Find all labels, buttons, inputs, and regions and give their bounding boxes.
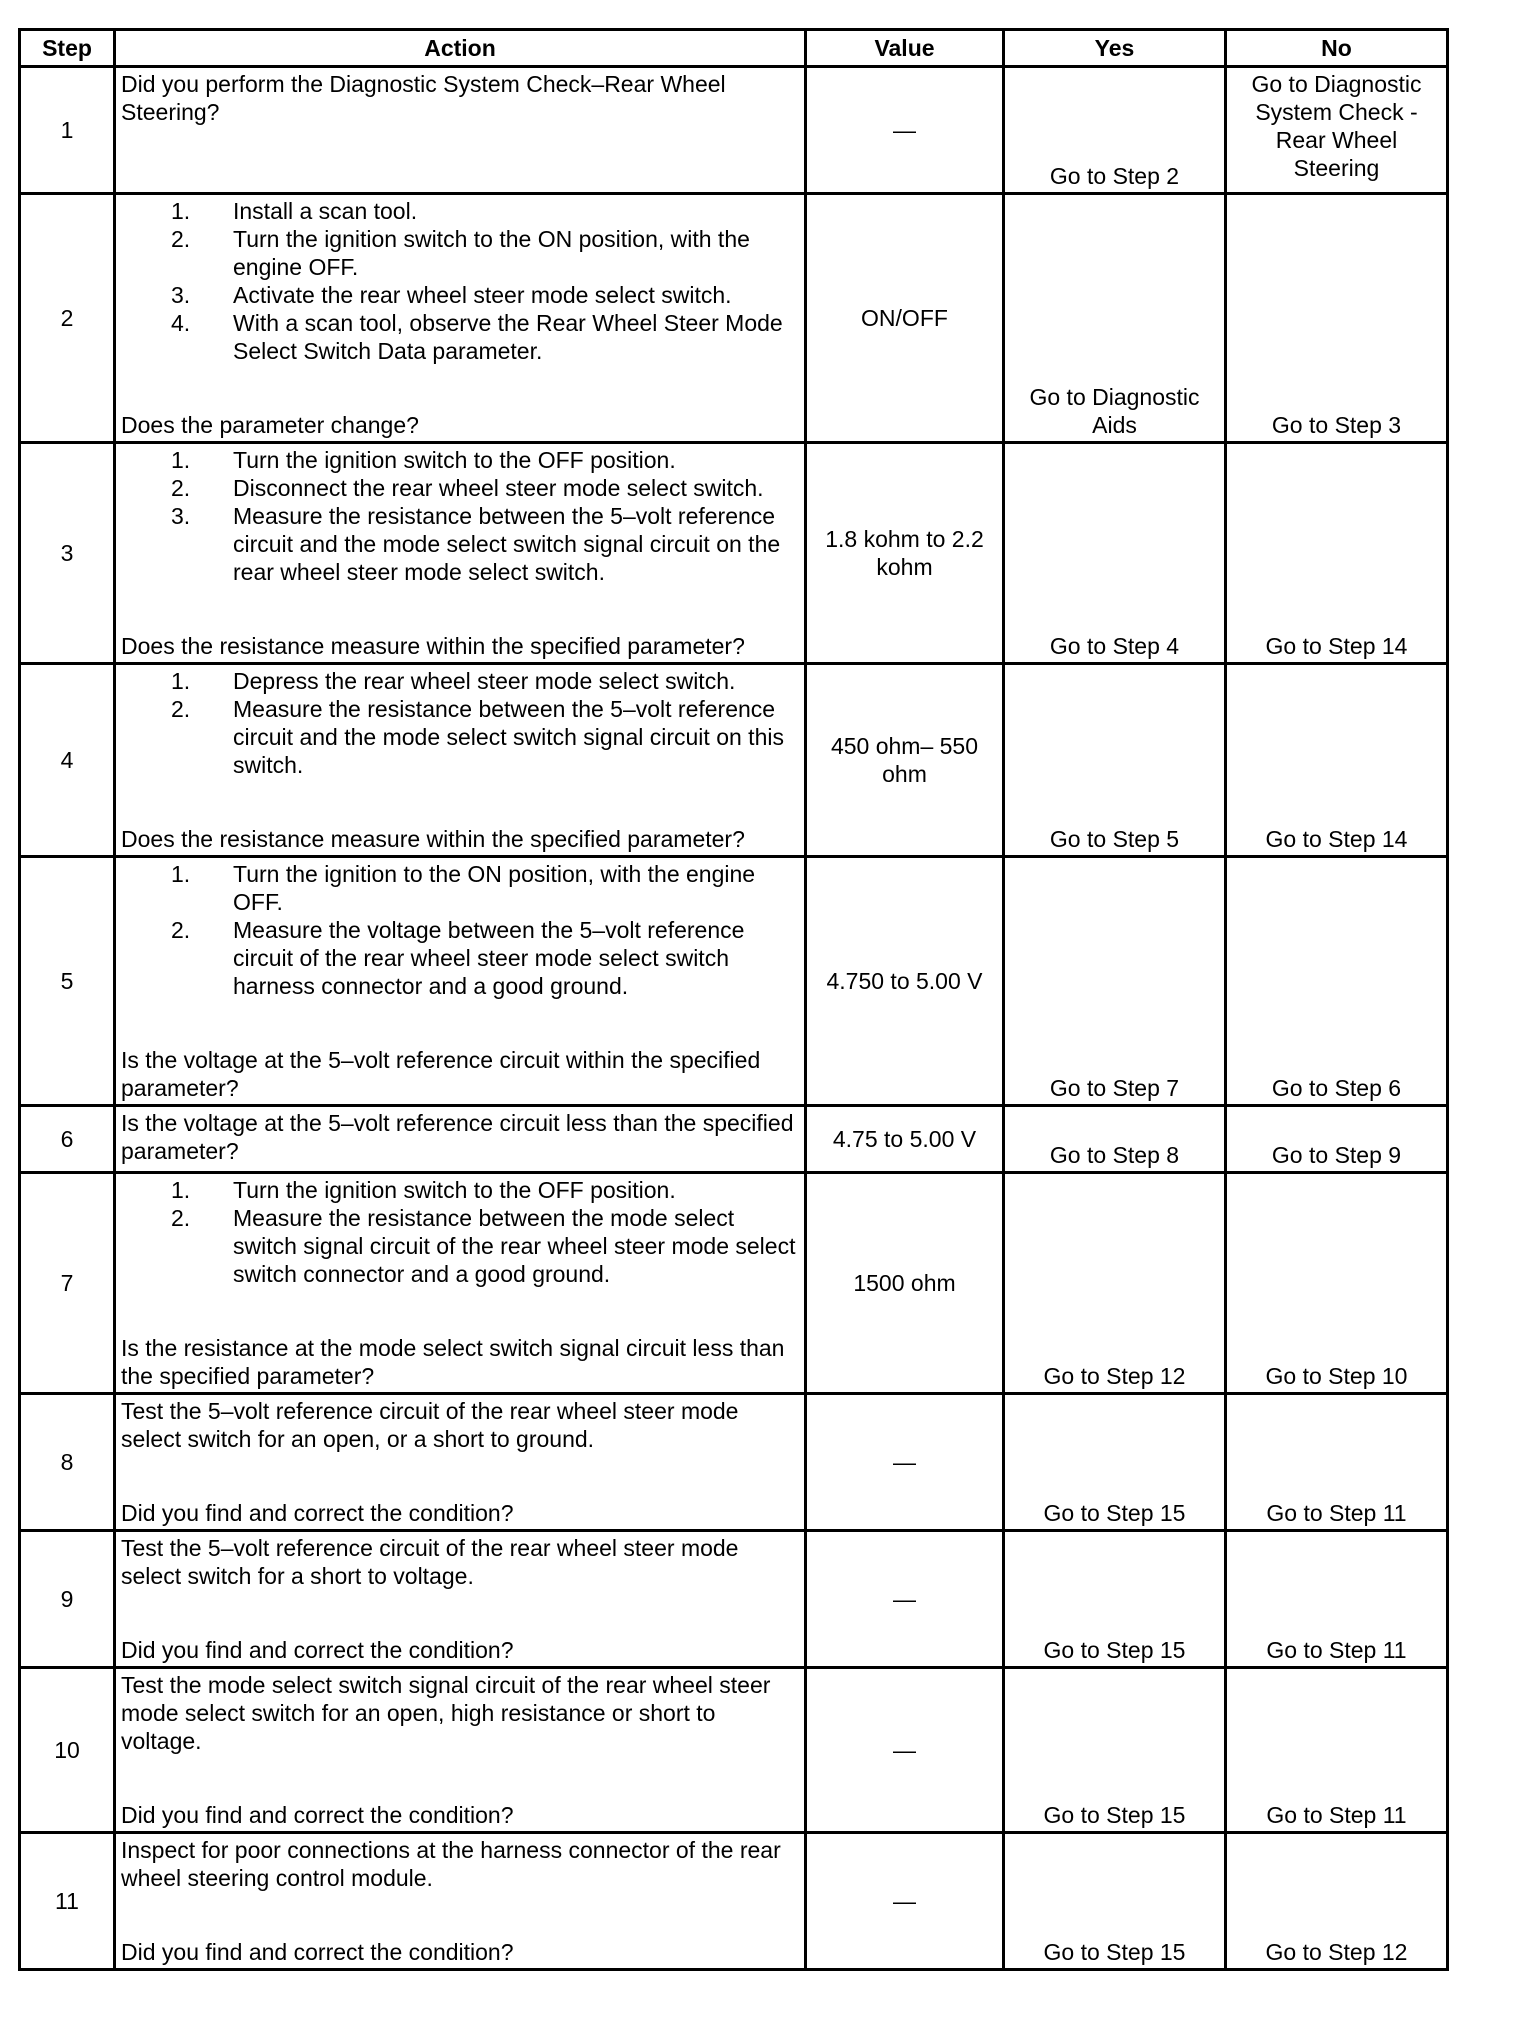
yes-cell: Go to Step 12 (1004, 1173, 1226, 1394)
action-intro: Test the 5–volt reference circuit of the rear wheel steer mode select switch for an open, or a short to ground. (121, 1398, 739, 1452)
substep-list (121, 1176, 800, 1288)
action-cell (115, 1106, 806, 1173)
action-content (121, 446, 800, 660)
table-row (20, 1173, 1448, 1394)
table-row (20, 194, 1448, 443)
action-content (121, 667, 800, 853)
header-value: Value (806, 30, 1004, 67)
table-row (20, 1531, 1448, 1668)
no-cell: Go to Step 6 (1226, 857, 1448, 1106)
table-row (20, 1668, 1448, 1833)
step-number: 7 (20, 1173, 115, 1394)
substep-item (121, 667, 800, 695)
substep-number: 1. (171, 447, 191, 473)
action-question: Does the parameter change? (121, 412, 419, 438)
table-row (20, 1833, 1448, 1970)
yes-cell: Go to Step 7 (1004, 857, 1226, 1106)
value-cell: — (806, 67, 1004, 194)
action-question: Did you find and correct the condition? (121, 1500, 514, 1526)
action-content (121, 1176, 800, 1390)
action-question: Does the resistance measure within the specified parameter? (121, 633, 745, 659)
action-cell (115, 1394, 806, 1531)
table-row (20, 1394, 1448, 1531)
action-top (121, 1534, 800, 1590)
header-action: Action (115, 30, 806, 67)
action-question: Did you perform the Diagnostic System Check–Rear Wheel Steering? (121, 71, 726, 125)
substep-number: 2. (171, 696, 191, 722)
action-cell (115, 67, 806, 194)
step-number: 1 (20, 67, 115, 194)
substep-item (121, 309, 800, 365)
substep-item (121, 225, 800, 281)
table-row (20, 857, 1448, 1106)
step-number: 4 (20, 664, 115, 857)
substep-text: Turn the ignition switch to the ON position, with the engine OFF. (233, 226, 750, 280)
substep-list (121, 667, 800, 779)
action-content (121, 70, 800, 190)
action-content (121, 1836, 800, 1966)
substep-text: Depress the rear wheel steer mode select switch. (233, 668, 736, 694)
substep-text: Measure the resistance between the mode select switch signal circuit of the rear wheel steer mode select switch connector and a good ground. (233, 1205, 796, 1287)
action-top (121, 1671, 800, 1755)
action-intro: Test the mode select switch signal circuit of the rear wheel steer mode select switch for an open, high resistance or short to voltage. (121, 1672, 771, 1754)
action-top (121, 860, 800, 1000)
value-cell: 4.750 to 5.00 V (806, 857, 1004, 1106)
substep-number: 1. (171, 1177, 191, 1203)
substep-item (121, 695, 800, 779)
value-cell: 1500 ohm (806, 1173, 1004, 1394)
yes-cell: Go to Step 5 (1004, 664, 1226, 857)
substep-text: Turn the ignition switch to the OFF position. (233, 447, 676, 473)
substep-item (121, 1176, 800, 1204)
action-content (121, 1397, 800, 1527)
action-question: Is the voltage at the 5–volt reference circuit less than the specified parameter? (121, 1110, 794, 1164)
action-top (121, 1176, 800, 1288)
no-cell: Go to Step 3 (1226, 194, 1448, 443)
substep-text: Activate the rear wheel steer mode select switch. (233, 282, 732, 308)
substep-number: 1. (171, 668, 191, 694)
substep-item (121, 197, 800, 225)
action-intro: Test the 5–volt reference circuit of the rear wheel steer mode select switch for a short to voltage. (121, 1535, 739, 1589)
header-no: No (1226, 30, 1448, 67)
substep-number: 4. (171, 310, 191, 336)
action-content (121, 1671, 800, 1829)
yes-cell: Go to Step 15 (1004, 1531, 1226, 1668)
action-cell (115, 857, 806, 1106)
substep-number: 2. (171, 475, 191, 501)
action-cell (115, 1668, 806, 1833)
action-question: Is the voltage at the 5–volt reference circuit within the specified parameter? (121, 1047, 761, 1101)
substep-text: Turn the ignition switch to the OFF position. (233, 1177, 676, 1203)
substep-list (121, 860, 800, 1000)
no-cell: Go to Step 14 (1226, 443, 1448, 664)
action-top (121, 446, 800, 586)
value-cell: — (806, 1668, 1004, 1833)
action-intro: Inspect for poor connections at the harness connector of the rear wheel steering control module. (121, 1837, 781, 1891)
diagnostic-table (18, 28, 1449, 1971)
step-number: 10 (20, 1668, 115, 1833)
header-step: Step (20, 30, 115, 67)
substep-text: Disconnect the rear wheel steer mode select switch. (233, 475, 764, 501)
no-cell: Go to Step 14 (1226, 664, 1448, 857)
substep-number: 1. (171, 861, 191, 887)
substep-list (121, 197, 800, 365)
substep-item (121, 502, 800, 586)
step-number: 5 (20, 857, 115, 1106)
substep-text: Measure the voltage between the 5–volt reference circuit of the rear wheel steer mode select switch harness connector and a good ground. (233, 917, 745, 999)
table-row (20, 443, 1448, 664)
yes-cell: Go to Step 15 (1004, 1833, 1226, 1970)
substep-item (121, 474, 800, 502)
value-cell: 450 ohm– 550 ohm (806, 664, 1004, 857)
action-question: Is the resistance at the mode select switch signal circuit less than the specified parameter? (121, 1335, 785, 1389)
substep-text: Install a scan tool. (233, 198, 418, 224)
action-cell (115, 1531, 806, 1668)
step-number: 8 (20, 1394, 115, 1531)
substep-text: Turn the ignition to the ON position, with the engine OFF. (233, 861, 756, 915)
substep-number: 1. (171, 198, 191, 224)
substep-item (121, 281, 800, 309)
yes-cell: Go to Step 8 (1004, 1106, 1226, 1173)
substep-text: Measure the resistance between the 5–volt reference circuit and the mode select switch signal circuit on the rear wheel steer mode select switch. (233, 503, 781, 585)
no-cell: Go to Step 9 (1226, 1106, 1448, 1173)
substep-number: 3. (171, 503, 191, 529)
substep-text: With a scan tool, observe the Rear Wheel Steer Mode Select Switch Data parameter. (233, 310, 783, 364)
action-cell (115, 443, 806, 664)
value-cell: — (806, 1833, 1004, 1970)
action-content (121, 1534, 800, 1664)
value-cell: 1.8 kohm to 2.2 kohm (806, 443, 1004, 664)
action-content (121, 1109, 800, 1169)
action-content (121, 860, 800, 1102)
action-question: Did you find and correct the condition? (121, 1939, 514, 1965)
header-yes: Yes (1004, 30, 1226, 67)
yes-cell: Go to Diagnostic Aids (1004, 194, 1226, 443)
substep-item (121, 1204, 800, 1288)
action-top (121, 197, 800, 365)
value-cell: — (806, 1394, 1004, 1531)
substep-item (121, 446, 800, 474)
table-row (20, 664, 1448, 857)
yes-cell: Go to Step 4 (1004, 443, 1226, 664)
header-row (20, 30, 1448, 67)
substep-text: Measure the resistance between the 5–volt reference circuit and the mode select switch signal circuit on this switch. (233, 696, 784, 778)
no-cell: Go to Step 12 (1226, 1833, 1448, 1970)
value-cell: 4.75 to 5.00 V (806, 1106, 1004, 1173)
value-cell: — (806, 1531, 1004, 1668)
yes-cell: Go to Step 15 (1004, 1394, 1226, 1531)
value-cell: ON/OFF (806, 194, 1004, 443)
action-question: Did you find and correct the condition? (121, 1637, 514, 1663)
action-cell (115, 194, 806, 443)
substep-number: 2. (171, 1205, 191, 1231)
no-cell: Go to Diagnostic System Check - Rear Wheel Steering (1226, 67, 1448, 194)
step-number: 2 (20, 194, 115, 443)
no-cell: Go to Step 11 (1226, 1668, 1448, 1833)
action-cell (115, 1833, 806, 1970)
substep-list (121, 446, 800, 586)
action-top (121, 1397, 800, 1453)
no-cell: Go to Step 11 (1226, 1394, 1448, 1531)
action-question: Does the resistance measure within the specified parameter? (121, 826, 745, 852)
action-top (121, 667, 800, 779)
step-number: 6 (20, 1106, 115, 1173)
yes-cell: Go to Step 15 (1004, 1668, 1226, 1833)
table-row (20, 1106, 1448, 1173)
action-content (121, 197, 800, 439)
yes-cell: Go to Step 2 (1004, 67, 1226, 194)
table-row (20, 67, 1448, 194)
substep-number: 2. (171, 226, 191, 252)
action-top (121, 1836, 800, 1892)
step-number: 9 (20, 1531, 115, 1668)
substep-number: 2. (171, 917, 191, 943)
substep-item (121, 916, 800, 1000)
action-cell (115, 1173, 806, 1394)
no-cell: Go to Step 10 (1226, 1173, 1448, 1394)
substep-number: 3. (171, 282, 191, 308)
action-cell (115, 664, 806, 857)
no-cell: Go to Step 11 (1226, 1531, 1448, 1668)
action-question: Did you find and correct the condition? (121, 1802, 514, 1828)
step-number: 11 (20, 1833, 115, 1970)
step-number: 3 (20, 443, 115, 664)
substep-item (121, 860, 800, 916)
